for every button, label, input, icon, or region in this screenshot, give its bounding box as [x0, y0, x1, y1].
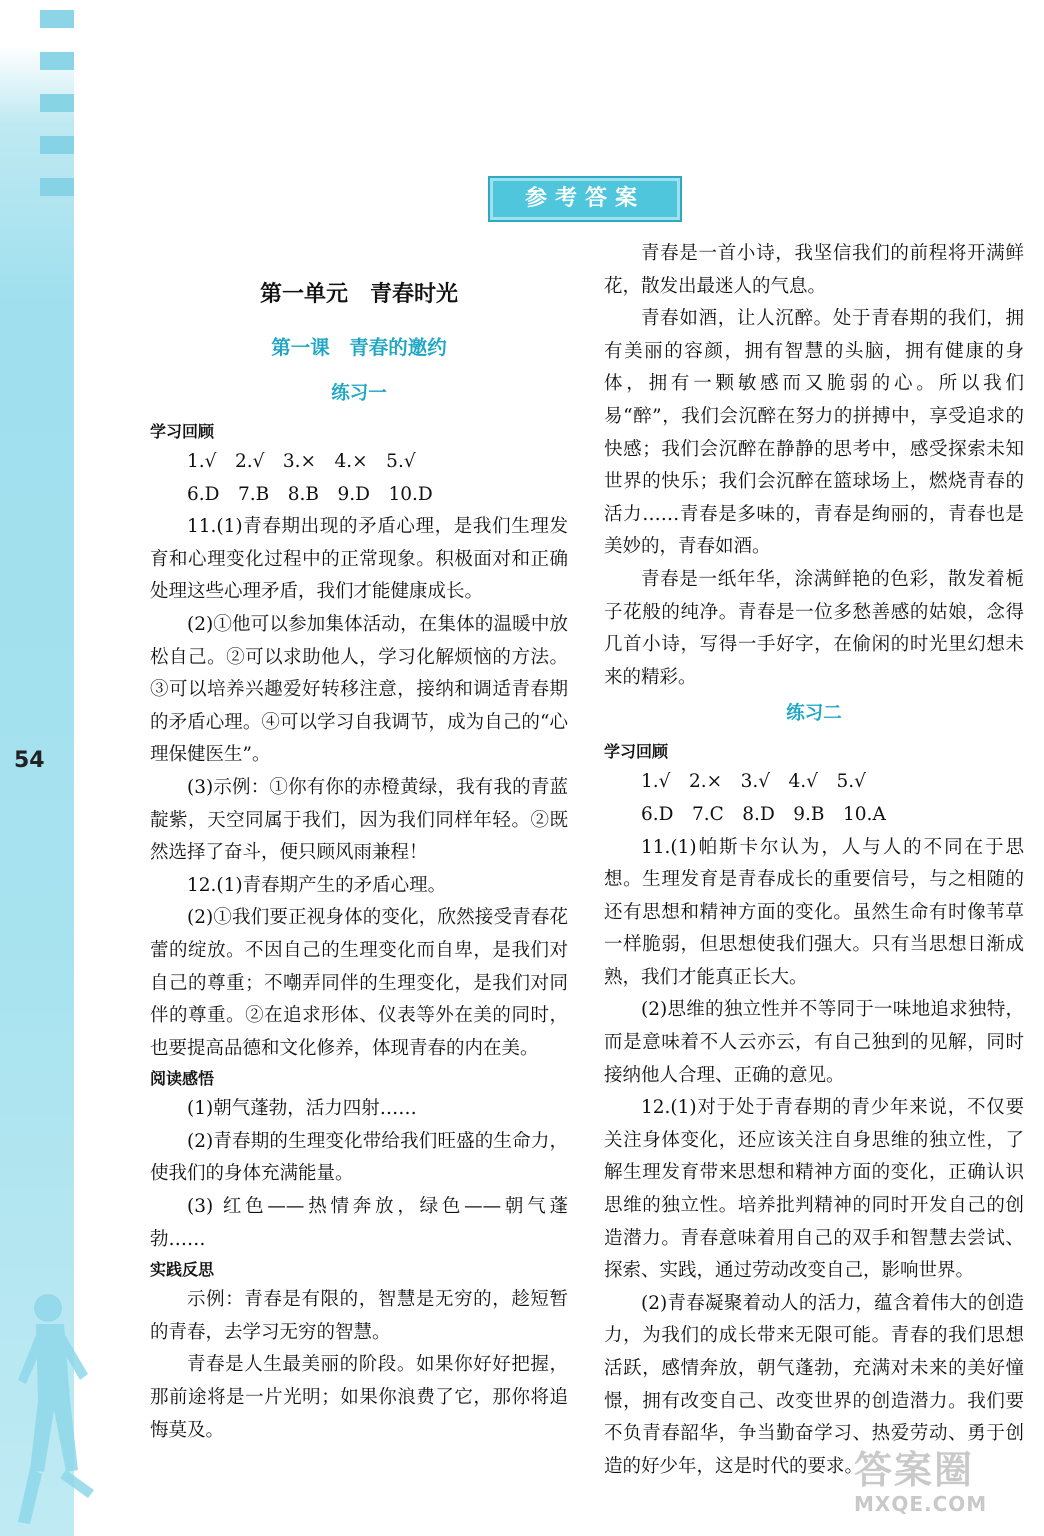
exercise-title: 练习一 [331, 383, 387, 404]
watermark-logo-text: 答案圈 [854, 1448, 975, 1492]
answer-paragraph: (3) 红色——热情奔放，绿色——朝气蓬勃…… [150, 1196, 568, 1250]
answer-paragraph: (2)青春凝聚着动人的活力，蕴含着伟大的创造力，为我们的成长带来无限可能。青春的我们思想活跃，感情奔放，朝气蓬勃，充满对未来的美好憧憬，拥有改变自己、改变世界的创造潜力。我们要不负青春韶华，争当勤奋学习、热爱劳动、勇于创造的好少年，这是时代的要求。 [604, 1292, 1024, 1477]
page-number: 54 [14, 748, 45, 773]
answer-paragraph: (1)朝气蓬勃，活力四射…… [187, 1098, 417, 1120]
left-column [150, 274, 568, 1447]
answer-row: 6.D 7.B 8.B 9.D 10.D [187, 483, 433, 505]
answer-paragraph: 青春如酒，让人沉醉。处于青春期的我们，拥有美丽的容颜，拥有智慧的头脑，拥有健康的身体，拥有一颗敏感而又脆弱的心。所以我们易“醉”，我们会沉醉在努力的拼搏中，享受追求的快感；我们会沉醉在静静的思考中，感受探索未知世界的快乐；我们会沉醉在篮球场上，燃烧青春的活力……青春是多味的，青春是绚丽的，青春也是美妙的，青春如酒。 [604, 308, 1024, 558]
side-stripes [40, 10, 74, 220]
walking-figure-illustration [8, 1290, 138, 1530]
answer-key-banner: 参考答案 [488, 176, 682, 222]
answer-paragraph: (2)青春期的生理变化带给我们旺盛的生命力，使我们的身体充满能量。 [150, 1130, 568, 1185]
exercise-title: 练习二 [786, 703, 842, 725]
answer-paragraph: 青春是一首小诗，我坚信我们的前程将开满鲜花，散发出最迷人的气息。 [604, 243, 1024, 297]
lesson-title: 第一课 青春的邀约 [271, 336, 447, 359]
answer-paragraph: 示例：青春是有限的，智慧是无穷的，趁短暂的青春，去学习无穷的智慧。 [150, 1289, 568, 1343]
watermark-url: MXQE.COM [854, 1492, 988, 1516]
answer-row: 1.√ 2.× 3.√ 4.√ 5.√ [641, 771, 866, 793]
section-heading-reading: 阅读感悟 [150, 1069, 215, 1089]
answer-paragraph: 12.(1)对于处于青春期的青少年来说，不仅要关注身体变化，还应该关注自身思维的独立性，了解生理发育带来思想和精神方面的变化，正确认识思维的独立性。培养批判精神的同时开发自己的创造潜力。青春意味着用自己的双手和智慧去尝试、探索、实践，通过劳动改变自己，影响世界。 [604, 1097, 1024, 1282]
right-column [604, 238, 1024, 1483]
section-heading-review: 学习回顾 [604, 742, 669, 762]
answer-paragraph: 11.(1)青春期出现的矛盾心理，是我们生理发育和心理变化过程中的正常现象。积极面对和正确处理这些心理矛盾，我们才能健康成长。 [150, 516, 568, 603]
section-heading-practice: 实践反思 [150, 1260, 215, 1280]
answer-row: 6.D 7.C 8.D 9.B 10.A [641, 803, 886, 825]
answer-paragraph: 青春是人生最美丽的阶段。如果你好好把握，那前途将是一片光明；如果你浪费了它，那你将追悔莫及。 [150, 1354, 568, 1441]
answer-paragraph: (2)①他可以参加集体活动，在集体的温暖中放松自己。②可以求助他人，学习化解烦恼的方法。③可以培养兴趣爱好转移注意，接纳和调适青春期的矛盾心理。④可以学习自我调节，成为自己的“心理保健医生”。 [150, 613, 568, 766]
answer-row: 1.√ 2.√ 3.× 4.× 5.√ [187, 451, 416, 472]
unit-title: 第一单元 青春时光 [259, 282, 458, 307]
answer-paragraph: 青春是一纸年华，涂满鲜艳的色彩，散发着栀子花般的纯净。青春是一位多愁善感的姑娘，念得几首小诗，写得一手好字，在偷闲的时光里幻想未来的精彩。 [604, 568, 1024, 688]
answer-paragraph: 11.(1)帕斯卡尔认为，人与人的不同在于思想。生理发育是青春成长的重要信号，与之相随的还有思想和精神方面的变化。虽然生命有时像苇草一样脆弱，但思想使我们强大。只有当思想日渐成熟，我们才能真正长大。 [604, 836, 1024, 988]
answer-paragraph: (2)①我们要正视身体的变化，欣然接受青春花蕾的绽放。不因自己的生理变化而自卑，是我们对自己的尊重；不嘲弄同伴的生理变化，是我们对同伴的尊重。②在追求形体、仪表等外在美的同时，也要提高品德和文化修养，体现青春的内在美。 [150, 907, 568, 1059]
answer-paragraph: (3)示例：①你有你的赤橙黄绿，我有我的青蓝靛紫，天空同属于我们，因为我们同样年轻。②既然选择了奋斗，便只顾风雨兼程！ [150, 776, 568, 864]
answer-paragraph: 12.(1)青春期产生的矛盾心理。 [187, 874, 447, 896]
answer-paragraph: (2)思维的独立性并不等同于一味地追求独特，而是意味着不人云亦云，有自己独到的见解，同时接纳他人合理、正确的意见。 [604, 999, 1024, 1086]
site-watermark [854, 1448, 1044, 1534]
section-heading-review: 学习回顾 [150, 422, 215, 441]
